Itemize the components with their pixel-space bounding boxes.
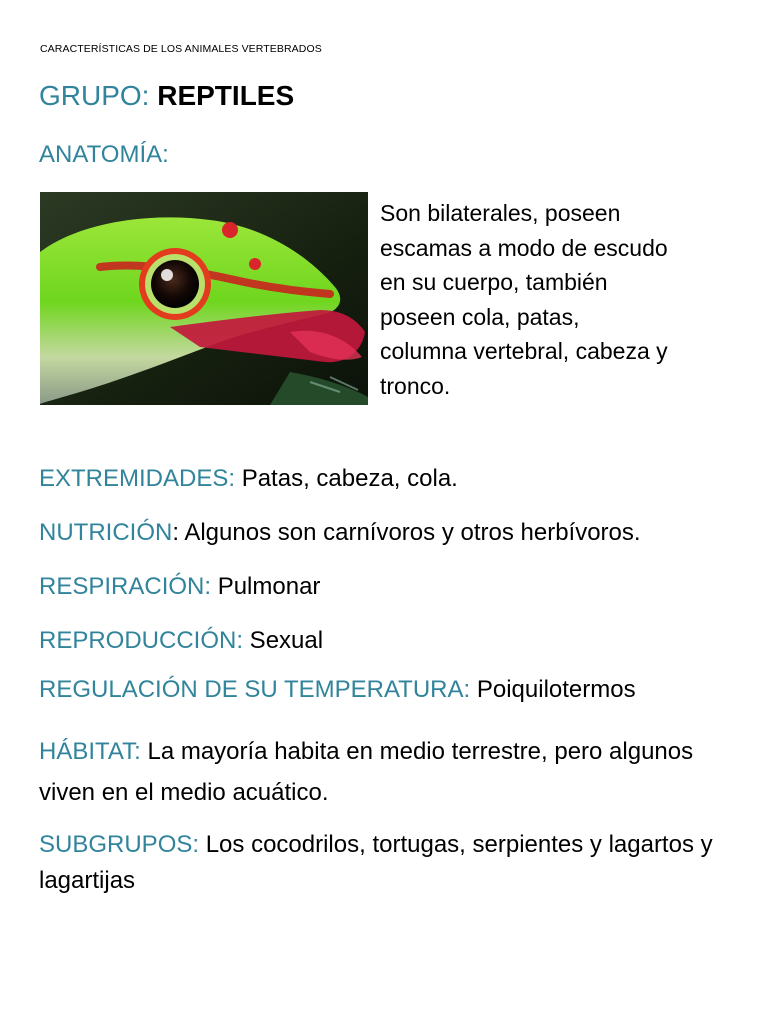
reproduccion-label: REPRODUCCIÓN:: [39, 627, 244, 654]
anatomy-description: Son bilaterales, poseen escamas a modo de escudo en su cuerpo, también poseen cola, patas, columna vertebral, cabeza y tronco.: [380, 200, 668, 399]
field-extremidades: [39, 465, 749, 493]
field-nutricion: [39, 519, 749, 547]
field-subgrupos: [39, 827, 749, 899]
extremidades-value: Patas, cabeza, cola.: [235, 465, 458, 492]
group-label: GRUPO:: [39, 80, 158, 111]
nutricion-label: NUTRICIÓN: [39, 519, 173, 546]
nutricion-value: : Algunos son carnívoros y otros herbívoros.: [172, 519, 641, 546]
field-respiracion: [39, 573, 749, 601]
anatomy-heading: ANATOMÍA:: [39, 141, 169, 168]
group-value: REPTILES: [157, 80, 295, 111]
field-habitat: [39, 731, 749, 813]
field-regulacion-temperatura: [39, 676, 749, 704]
extremidades-label: EXTREMIDADES:: [39, 465, 236, 492]
respiracion-label: RESPIRACIÓN:: [39, 573, 212, 600]
habitat-label: HÁBITAT:: [39, 738, 141, 765]
respiracion-value: Pulmonar: [211, 573, 321, 600]
subgrupos-label: SUBGRUPOS:: [39, 831, 200, 858]
reproduccion-value: Sexual: [243, 627, 324, 654]
regulacion-label: REGULACIÓN DE SU TEMPERATURA:: [39, 676, 471, 703]
document-title: CARACTERÍSTICAS DE LOS ANIMALES VERTEBRADOS: [40, 43, 322, 55]
subgrupos-value: Los cocodrilos, tortugas, serpientes y lagartos y lagartijas: [39, 831, 713, 894]
field-reproduccion: [39, 627, 749, 655]
regulacion-value: Poiquilotermos: [470, 676, 636, 703]
lizard-photo: [40, 192, 368, 405]
habitat-value: La mayoría habita en medio terrestre, pero algunos viven en el medio acuático.: [39, 738, 694, 806]
group-heading: [39, 80, 294, 112]
